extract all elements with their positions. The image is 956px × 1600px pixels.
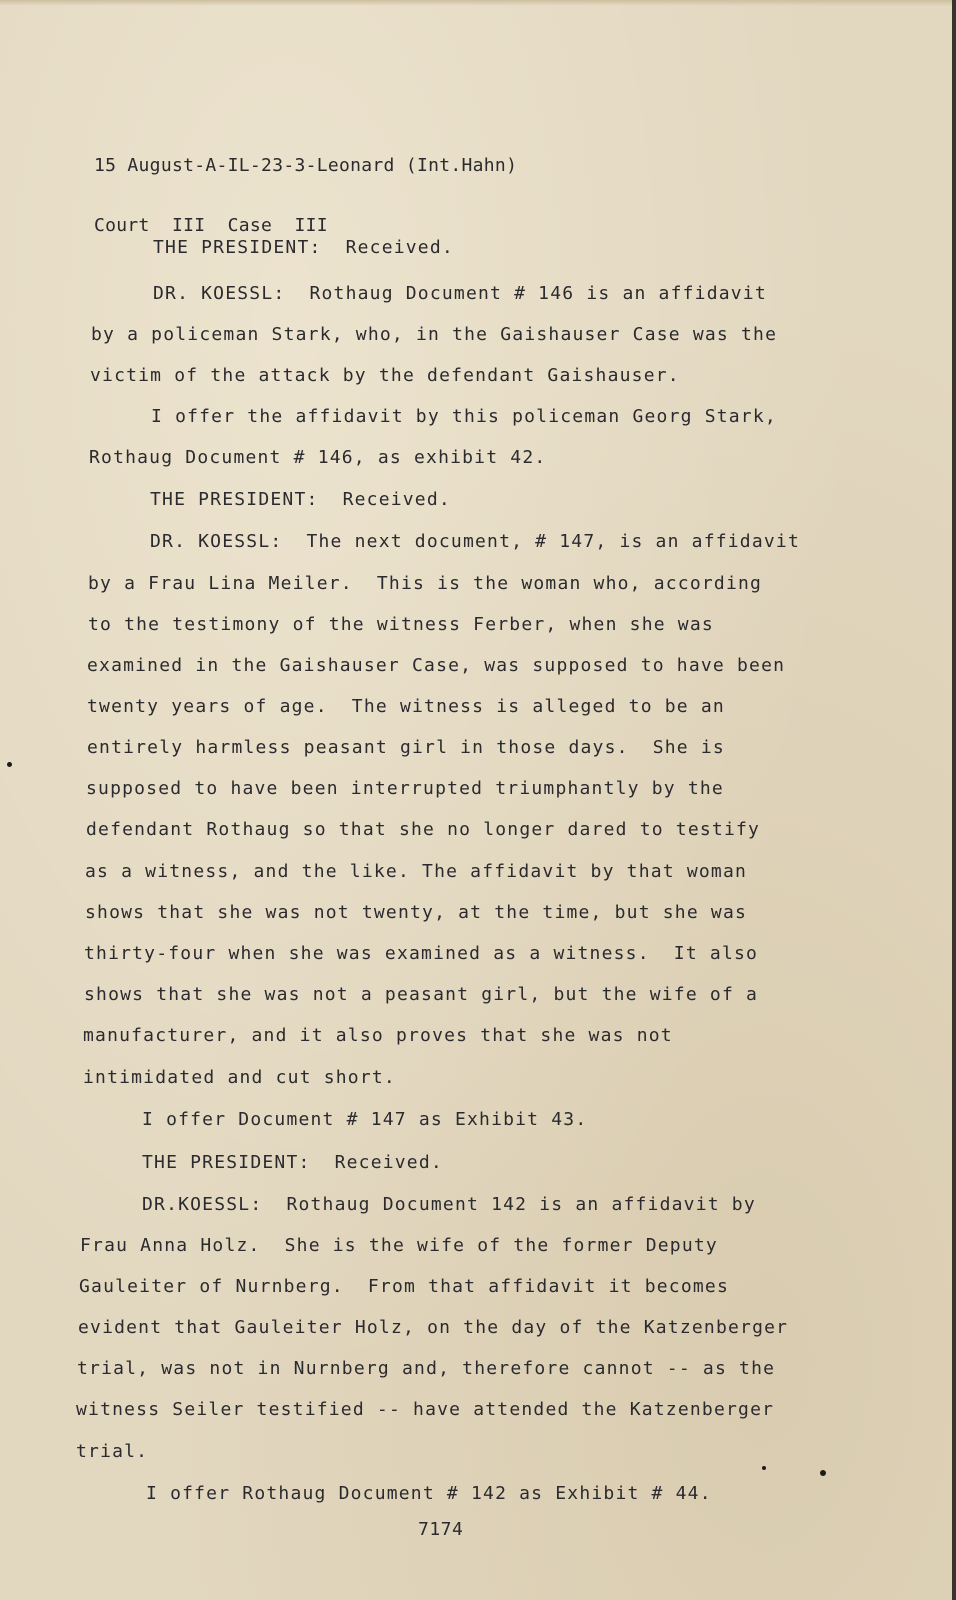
body-line: entirely harmless peasant girl in those days. She is bbox=[87, 737, 725, 758]
body-line: victim of the attack by the defendant Gaishauser. bbox=[90, 365, 680, 386]
ink-speck bbox=[820, 1470, 826, 1476]
page-number: 7174 bbox=[418, 1519, 464, 1540]
body-line: Gauleiter of Nurnberg. From that affidavit it becomes bbox=[79, 1276, 729, 1297]
body-line: as a witness, and the like. The affidavit by that woman bbox=[85, 861, 748, 882]
ink-speck bbox=[7, 762, 12, 767]
body-line: manufacturer, and it also proves that she was not bbox=[83, 1025, 673, 1046]
body-line: examined in the Gaishauser Case, was supposed to have been bbox=[87, 655, 786, 676]
body-line: thirty-four when she was examined as a witness. It also bbox=[84, 943, 759, 964]
body-line: to the testimony of the witness Ferber, when she was bbox=[88, 614, 714, 635]
body-line: Frau Anna Holz. She is the wife of the former Deputy bbox=[80, 1235, 718, 1256]
header-court-line: Court III Case III bbox=[94, 215, 328, 236]
body-line: by a Frau Lina Meiler. This is the woman who, according bbox=[88, 573, 763, 594]
body-line: trial, was not in Nurnberg and, therefore cannot -- as the bbox=[77, 1358, 776, 1379]
body-line: THE PRESIDENT: Received. bbox=[142, 1152, 443, 1173]
body-line: I offer the affidavit by this policeman Georg Stark, bbox=[151, 406, 777, 427]
body-line: DR.KOESSL: Rothaug Document 142 is an affidavit by bbox=[142, 1194, 756, 1215]
body-line: THE PRESIDENT: Received. bbox=[153, 237, 454, 258]
body-line: Rothaug Document # 146, as exhibit 42. bbox=[89, 447, 547, 468]
body-line: witness Seiler testified -- have attended the Katzenberger bbox=[76, 1399, 775, 1420]
body-line: DR. KOESSL: Rothaug Document # 146 is an affidavit bbox=[153, 283, 767, 304]
paper-edge-shadow bbox=[0, 0, 956, 6]
body-line: defendant Rothaug so that she no longer dared to testify bbox=[86, 819, 761, 840]
body-line: intimidated and cut short. bbox=[83, 1067, 396, 1088]
paper-right-edge bbox=[952, 0, 956, 1600]
body-line: shows that she was not a peasant girl, but the wife of a bbox=[84, 984, 759, 1005]
body-line: I offer Rothaug Document # 142 as Exhibit # 44. bbox=[146, 1483, 712, 1504]
ink-speck bbox=[762, 1466, 766, 1470]
body-line: supposed to have been interrupted triumphantly by the bbox=[86, 778, 724, 799]
body-line: shows that she was not twenty, at the time, but she was bbox=[85, 902, 748, 923]
body-line: I offer Document # 147 as Exhibit 43. bbox=[142, 1109, 588, 1130]
body-line: by a policeman Stark, who, in the Gaishauser Case was the bbox=[91, 324, 778, 345]
body-line: THE PRESIDENT: Received. bbox=[150, 489, 451, 510]
body-line: trial. bbox=[76, 1441, 149, 1462]
body-line: DR. KOESSL: The next document, # 147, is an affidavit bbox=[150, 531, 800, 552]
body-line: twenty years of age. The witness is alleged to be an bbox=[87, 696, 725, 717]
header-reference-line: 15 August-A-IL-23-3-Leonard (Int.Hahn) bbox=[94, 155, 518, 176]
body-line: evident that Gauleiter Holz, on the day of the Katzenberger bbox=[78, 1317, 789, 1338]
